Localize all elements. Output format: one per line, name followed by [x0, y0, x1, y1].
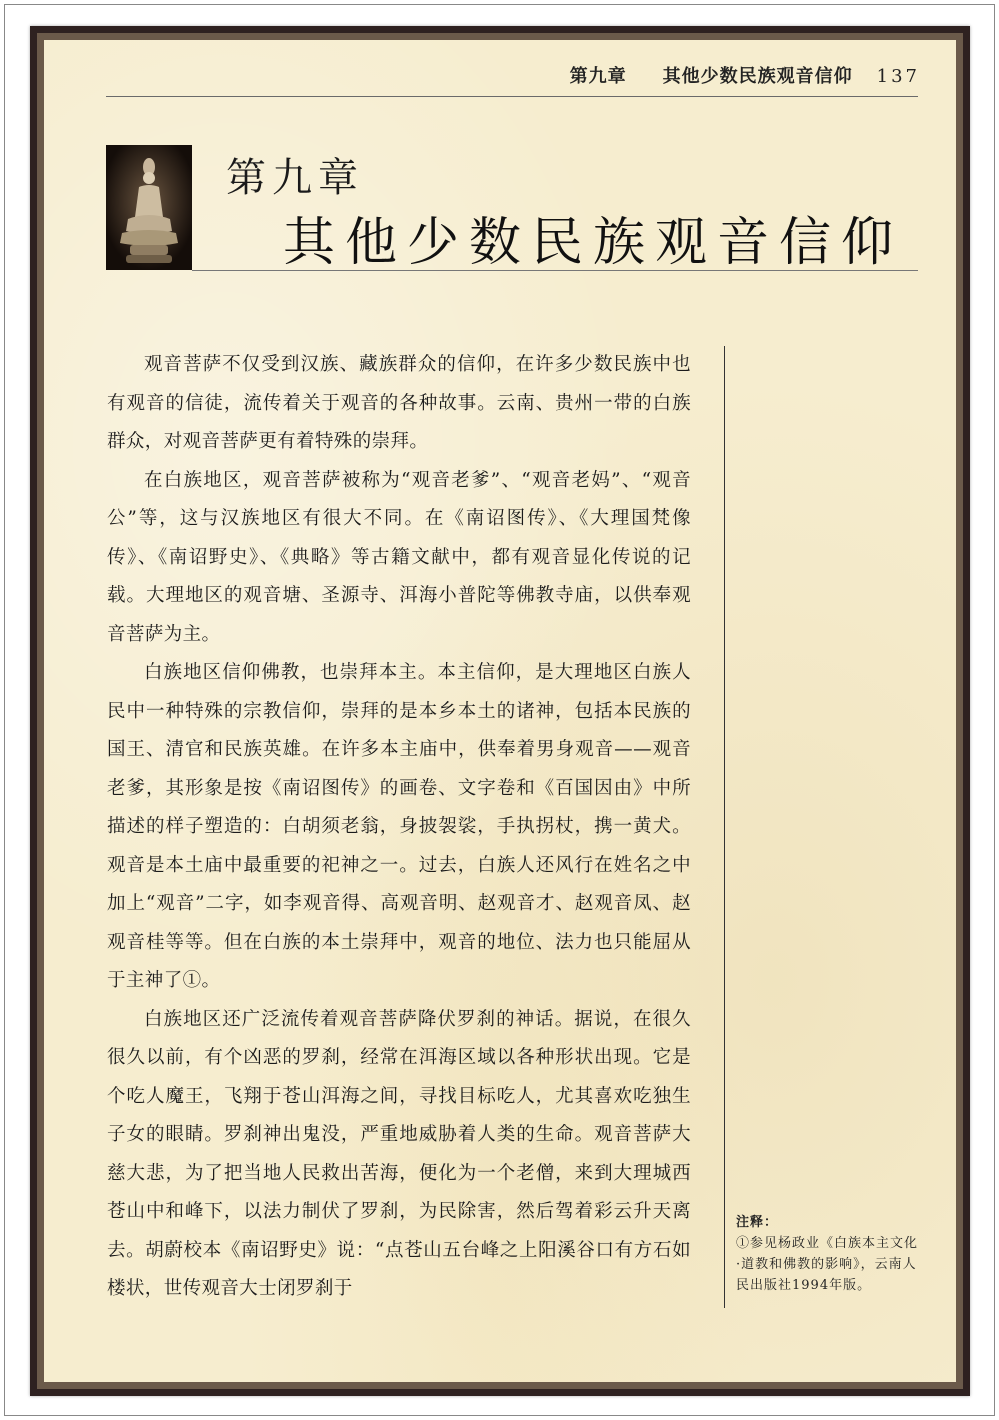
header-rule [106, 96, 918, 97]
footnotes-title: 注释： [736, 1215, 779, 1230]
paragraph: 白族地区信仰佛教，也崇拜本主。本主信仰，是大理地区白族人民中一种特殊的宗教信仰，崇拜的是本乡本土的诸神，包括本民族的国王、清官和民族英雄。在许多本主庙中，供奉着男身观音——观音老爹，其形象是按《南诏图传》的画卷、文字卷和《百国因由》中所描述的样子塑造的：白胡须老翁，身披袈裟，手执拐杖，携一黄犬。观音是本土庙中最重要的祀神之一。过去，白族人还风行在姓名之中加上“观音”二字，如李观音得、高观音明、赵观音才、赵观音凤、赵观音桂等等。但在白族的本土崇拜中，观音的地位、法力也只能屈从于主神了①。 [107, 662, 691, 991]
title-rule [192, 270, 918, 271]
paragraph: 在白族地区，观音菩萨被称为“观音老爹”、“观音老妈”、“观音公”等，这与汉族地区有很大不同。在《南诏图传》、《大理国梵像传》、《南诏野史》、《典略》等古籍文献中，都有观音显化传说的记载。大理地区的观音塘、圣源寺、洱海小普陀等佛教寺庙，以供奉观音菩萨为主。 [107, 469, 691, 645]
outer-border-bottom [4, 1415, 995, 1416]
running-header-chapter: 第九章 [569, 66, 627, 87]
chapter-title: 其他少数民族观音信仰 [283, 213, 904, 273]
guanyin-statue-photo [106, 145, 192, 270]
running-header-title: 其他少数民族观音信仰 [662, 66, 853, 87]
margin-rule [724, 346, 725, 1308]
chapter-number: 第九章 [226, 155, 364, 201]
outer-border-top [4, 4, 995, 5]
outer-border-left [4, 4, 25, 1416]
paragraph: 观音菩萨不仅受到汉族、藏族群众的信仰，在许多少数民族中也有观音的信徒，流传着关于观音的各种故事。云南、贵州一带的白族群众，对观音菩萨更有着特殊的崇拜。 [107, 354, 691, 452]
guanyin-statue-image [106, 145, 192, 270]
outer-border-right [974, 4, 995, 1416]
paragraph: 白族地区还广泛流传着观音菩萨降伏罗刹的神话。据说，在很久很久以前，有个凶恶的罗刹，经常在洱海区域以各种形状出现。它是个吃人魔王，飞翔于苍山洱海之间，寻找目标吃人，尤其喜欢吃独生子女的眼睛。罗刹神出鬼没，严重地威胁着人类的生命。观音菩萨大慈大悲，为了把当地人民救出苦海，便化为一个老僧，来到大理城西苍山中和峰下，以法力制伏了罗刹，为民除害，然后驾着彩云升天离去。胡蔚校本《南诏野史》说：“点苍山五台峰之上阳溪谷口有方石如楼状，世传观音大士闭罗刹于 [107, 1008, 691, 1299]
running-header [440, 62, 920, 90]
footnotes [736, 1212, 920, 1296]
footnote-item: ①参见杨政业《白族本主文化·道教和佛教的影响》，云南人民出版社1994年版。 [736, 1236, 919, 1293]
body-text [107, 346, 691, 1309]
page-number: 137 [876, 66, 920, 87]
